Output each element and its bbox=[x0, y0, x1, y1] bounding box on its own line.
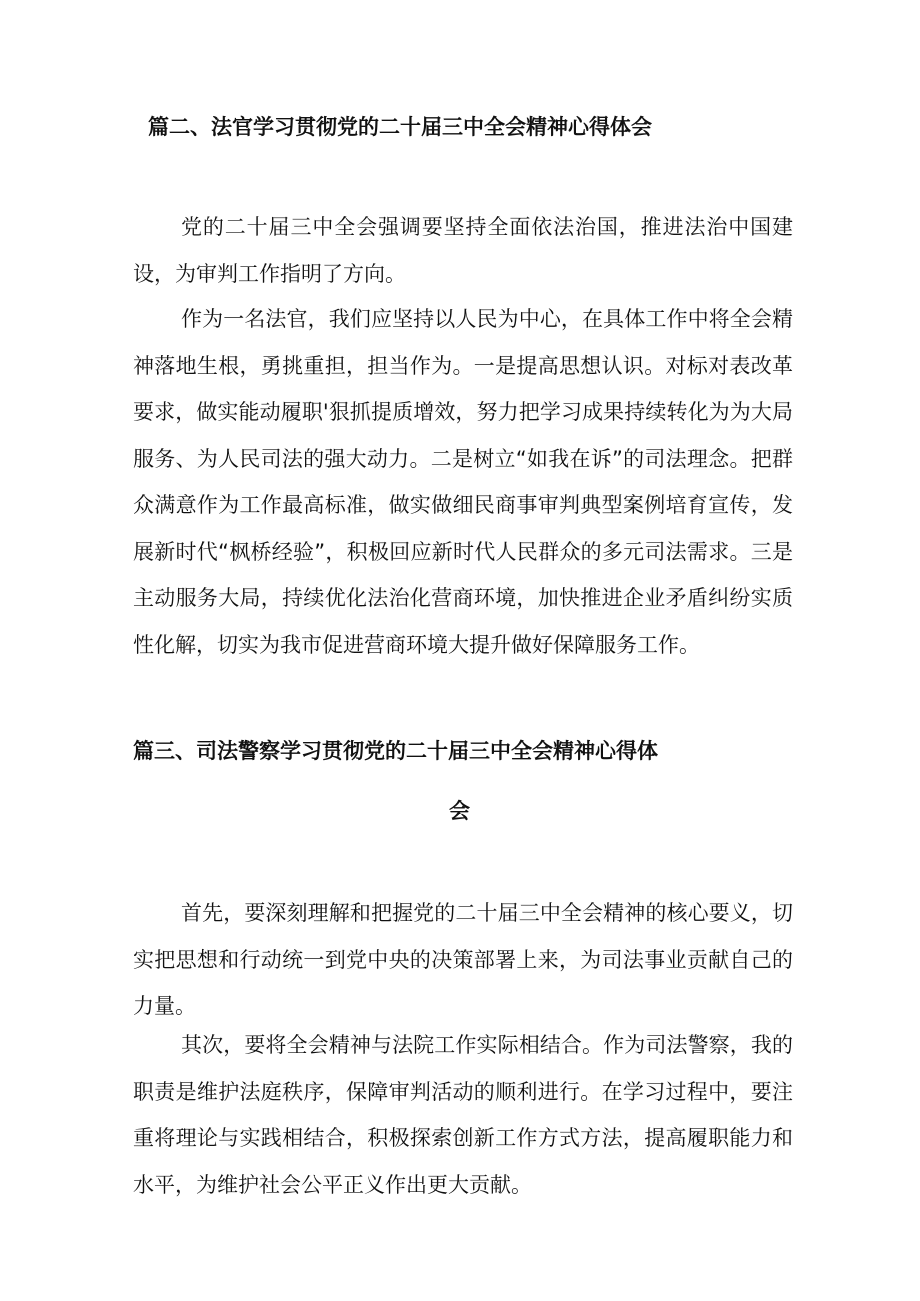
section-3-paragraph-1: 首先，要深刻理解和把握党的二十届三中全会精神的核心要义，切实把思想和行动统一到党中央的决策部署上来，为司法事业贡献自己的力量。 bbox=[133, 901, 793, 1018]
section-3-heading-line-2: 会 bbox=[449, 799, 470, 823]
section-3-paragraph-2: 其次，要将全会精神与法院工作实际相结合。作为司法警察，我的职责是维护法庭秩序，保障审判活动的顺利进行。在学习过程中，要注重将理论与实践相结合，积极探索创新工作方式方法，提高履职能力和水平，为维护社会公平正义作出更大贡献。 bbox=[133, 1033, 793, 1197]
section-2-paragraph-2: 作为一名法官，我们应坚持以人民为中心，在具体工作中将全会精神落地生根，勇挑重担，担当作为。一是提高思想认识。对标对表改革要求，做实能动履职'狠抓提质增效，努力把学习成果持续转化为为大局服务、为人民司法的强大动力。二是树立“如我在诉”的司法理念。把群众满意作为工作最高标准，做实做细民商事审判典型案例培育宣传，发展新时代“枫桥经验”，积极回应新时代人民群众的多元司法需求。三是主动服务大局，持续优化法治化营商环境，加快推进企业矛盾纠纷实质性化解，切实为我市促进营商环境大提升做好保障服务工作。 bbox=[133, 307, 793, 657]
section-2-heading: 篇二、法官学习贯彻党的二十届三中全会精神心得体会 bbox=[148, 115, 652, 139]
section-3-heading-line-1: 篇三、司法警察学习贯彻党的二十届三中全会精神心得体 bbox=[133, 739, 658, 763]
section-2-paragraph-1: 党的二十届三中全会强调要坚持全面依法治国，推进法治中国建设，为审判工作指明了方向。 bbox=[133, 215, 793, 286]
